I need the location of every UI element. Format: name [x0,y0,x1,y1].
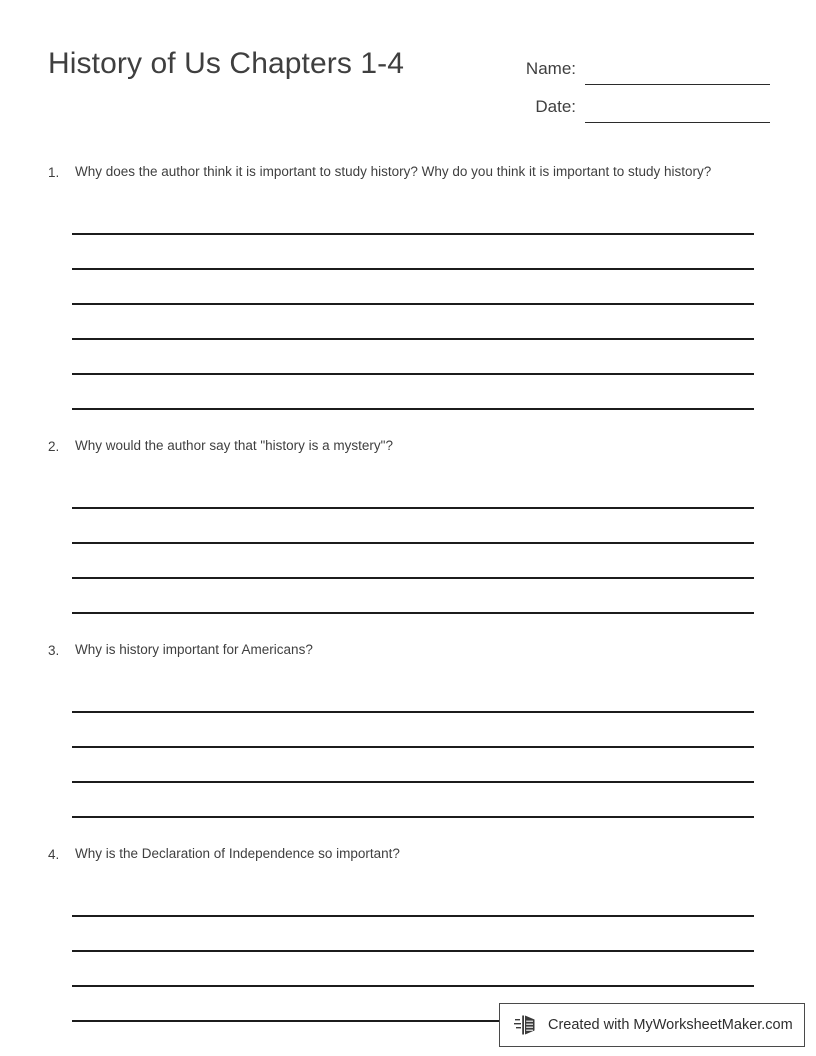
answer-line[interactable] [72,952,754,987]
answer-lines [72,678,754,818]
student-info-fields [500,47,770,123]
question-item [48,640,770,818]
worksheet-header [48,44,770,124]
name-field-label: Name: [525,59,576,78]
answer-lines [72,882,754,1022]
answer-line[interactable] [72,375,754,410]
worksheet-maker-logo-icon [514,1012,540,1038]
answer-line[interactable] [72,748,754,783]
question-item [48,436,770,614]
question-text: Why is history important for Americans? [75,642,313,657]
question-text: Why is the Declaration of Independence so important? [75,846,400,861]
answer-line[interactable] [72,270,754,305]
question-number: 3. [48,643,60,658]
question-number: 2. [48,439,60,454]
answer-line[interactable] [72,678,754,713]
question-row [48,436,770,457]
created-with-badge[interactable] [499,1003,805,1047]
date-field-input[interactable] [585,96,770,123]
questions-list [48,162,770,1022]
answer-line[interactable] [72,783,754,818]
question-item [48,844,770,1022]
answer-line[interactable] [72,200,754,235]
name-field-input[interactable] [585,58,770,85]
question-number: 4. [48,847,60,862]
answer-line[interactable] [72,544,754,579]
answer-line[interactable] [72,917,754,952]
question-item [48,162,770,410]
answer-lines [72,474,754,614]
answer-line[interactable] [72,305,754,340]
question-row [48,162,770,183]
answer-line[interactable] [72,235,754,270]
question-text: Why does the author think it is important to study history? Why do you think it is important to study history? [75,164,712,179]
question-row [48,640,770,661]
answer-line[interactable] [72,509,754,544]
page-title: History of Us Chapters 1-4 [48,47,405,80]
name-field-row [500,47,770,85]
question-row [48,844,770,865]
date-field-row [500,85,770,123]
created-with-label: Created with MyWorksheetMaker.com [548,1017,793,1033]
answer-line[interactable] [72,340,754,375]
answer-line[interactable] [72,713,754,748]
answer-line[interactable] [72,579,754,614]
answer-lines [72,200,754,410]
question-text: Why would the author say that "history is a mystery"? [75,438,393,453]
date-field-label: Date: [535,97,576,116]
answer-line[interactable] [72,474,754,509]
question-number: 1. [48,165,60,180]
answer-line[interactable] [72,882,754,917]
